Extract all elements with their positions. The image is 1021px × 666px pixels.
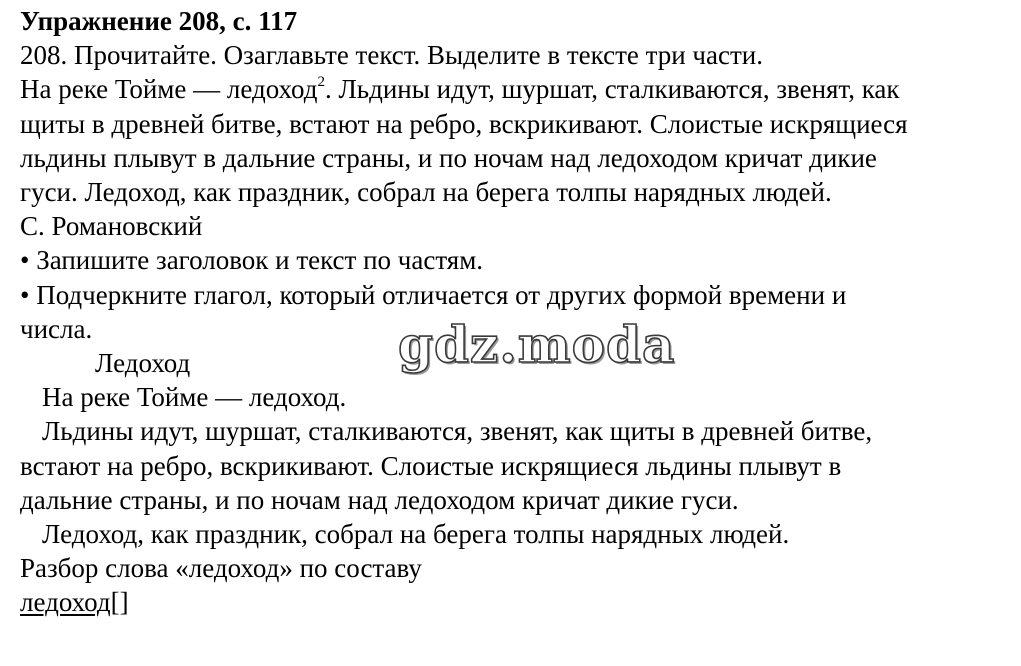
exercise-page — [20, 4, 1015, 620]
watermark-logo: gdz.moda — [398, 315, 676, 374]
task-text-line — [20, 72, 1015, 106]
answer-title: Ледоход — [95, 348, 191, 379]
task-text-line: гуси. Ледоход, как праздник, собрал на берега толпы нарядных людей. — [20, 177, 832, 208]
answer-part-2-line: дальние страны, и по ночам над ледоходом кричат дикие гуси. — [20, 484, 739, 515]
task-text-line: льдины плывут в дальние страны, и по ночам над ледоходом кричат дикие — [20, 142, 877, 173]
answer-part-2-line: Льдины идут, шуршат, сталкиваются, звенят, как щиты в древней битве, — [42, 416, 873, 447]
morphology-heading: Разбор слова «ледоход» по составу — [20, 553, 422, 584]
task-author: С. Романовский — [20, 211, 203, 242]
task-text-fragment: . Льдины идут, шуршат, сталкиваются, звенят, как — [324, 74, 900, 105]
morphology-word: ледоход — [20, 587, 111, 618]
answer-part-2-line: встают на ребро, вскрикивают. Слоистые искрящиеся льдины плывут в — [20, 450, 842, 481]
morphology-word-line — [20, 585, 1015, 619]
task-bullet-continuation: числа. — [20, 313, 93, 344]
task-instruction: 208. Прочитайте. Озаглавьте текст. Выделите в тексте три части. — [20, 40, 763, 71]
exercise-heading: Упражнение 208, с. 117 — [20, 6, 298, 36]
answer-part-1: На реке Тойме — ледоход. — [42, 382, 347, 413]
task-bullet: • Подчеркните глагол, который отличается от других формой времени и — [20, 279, 847, 310]
ending-mark: [] — [110, 587, 129, 618]
answer-part-3: Ледоход, как праздник, собрал на берега толпы нарядных людей. — [42, 519, 790, 550]
task-text-fragment: На реке Тойме — ледоход — [20, 74, 318, 105]
task-text-line: щиты в древней битве, встают на ребро, вскрикивают. Слоистые искрящиеся — [20, 108, 908, 139]
footnote-mark: 2 — [317, 74, 325, 91]
task-bullet: • Запишите заголовок и текст по частям. — [20, 245, 484, 276]
